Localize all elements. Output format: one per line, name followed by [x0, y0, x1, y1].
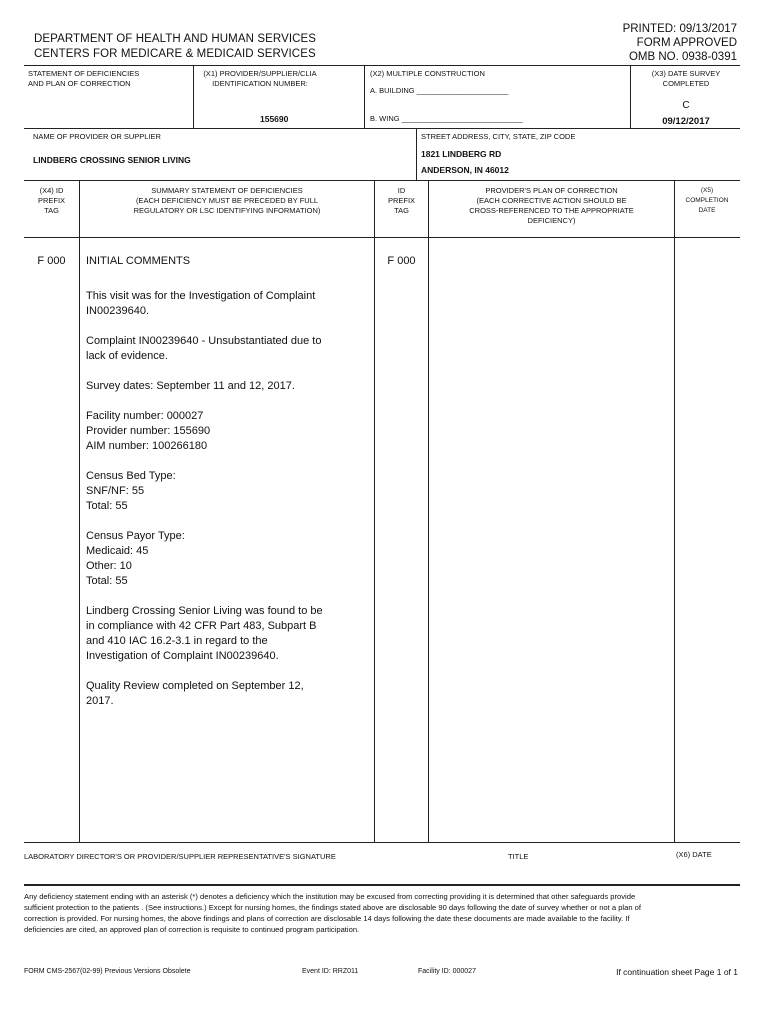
x3-label: (X3) DATE SURVEY COMPLETED: [651, 69, 721, 88]
paragraph: Facility number: 000027 Provider number: 155690 AIM number: 100266180: [86, 410, 211, 452]
title-label: TITLE: [508, 852, 529, 861]
provider-name-label: NAME OF PROVIDER OR SUPPLIER: [33, 132, 161, 141]
provider-name: LINDBERG CROSSING SENIOR LIVING: [33, 155, 191, 165]
plan-header: PROVIDER'S PLAN OF CORRECTION (EACH CORRECTIVE ACTION SHOULD BE CROSS-REFERENCED TO THE APPROPRIATE DEFICIENCY): [469, 186, 634, 225]
signature-label: LABORATORY DIRECTOR'S OR PROVIDER/SUPPLIER REPRESENTATIVE'S SIGNATURE: [24, 852, 336, 861]
omb-number: OMB NO. 0938-0391: [628, 51, 737, 63]
form-number: FORM CMS-2567(02-99) Previous Versions Obsolete: [24, 968, 191, 975]
entry-body: [86, 289, 371, 724]
event-id: Event ID: RRZ011: [302, 968, 359, 975]
paragraph: Census Payor Type: Medicaid: 45 Other: 10 Total: 55: [86, 530, 185, 587]
statement-label: STATEMENT OF DEFICIENCIES AND PLAN OF CORRECTION: [28, 69, 140, 88]
facility-id: Facility ID: 000027: [418, 968, 476, 975]
form-approved: FORM APPROVED: [636, 37, 737, 49]
date-label: (X6) DATE: [676, 850, 712, 859]
address-label: STREET ADDRESS, CITY, STATE, ZIP CODE: [421, 132, 576, 141]
paragraph: Quality Review completed on September 12, 2017.: [86, 680, 304, 707]
x1-label: (X1) PROVIDER/SUPPLIER/CLIA IDENTIFICATION NUMBER:: [203, 69, 317, 88]
wing-label: B. WING _____________________________: [370, 114, 523, 123]
address-line-1: 1821 LINDBERG RD: [421, 149, 502, 159]
paragraph: Complaint IN00239640 - Unsubstantiated due to lack of evidence.: [86, 335, 322, 362]
tag-right: F 000: [387, 255, 416, 267]
building-label: A. BUILDING ______________________: [370, 86, 509, 95]
survey-date: 09/12/2017: [662, 116, 710, 127]
paragraph: This visit was for the Investigation of Complaint IN00239640.: [86, 290, 316, 317]
id-prefix-header: ID PREFIX TAG: [387, 186, 416, 215]
tag-left: F 000: [37, 255, 66, 267]
x2-label: (X2) MULTIPLE CONSTRUCTION: [370, 69, 485, 78]
survey-code: C: [682, 100, 690, 111]
disclaimer: Any deficiency statement ending with an asterisk (*) denotes a deficiency which the institution may be excused from correcting providing it is determined that other safeguards provide sufficient protection to the patients . (See instructions.) Except for nursing homes, the findings stated above are disclosable 90 days following the date of survey whether or not a plan of correction is provided. For nursing homes, the above findings and plans of correction are disclosable 14 days following the date these documents are made available to the facility. If deficiencies are cited, an approved plan of correction is requisite to continued program participation.: [24, 892, 641, 934]
printed-date: PRINTED: 09/13/2017: [622, 23, 737, 35]
entry-title: INITIAL COMMENTS: [86, 255, 191, 267]
department-header: [34, 32, 316, 62]
paragraph: Census Bed Type: SNF/NF: 55 Total: 55: [86, 470, 176, 512]
department-line-2: CENTERS FOR MEDICARE & MEDICAID SERVICES: [34, 48, 316, 60]
continuation-sheet: If continuation sheet Page 1 of 1: [616, 967, 738, 977]
completion-header: (X5) COMPLETION DATE: [685, 187, 729, 214]
form-info-header: [623, 22, 737, 64]
summary-header: SUMMARY STATEMENT OF DEFICIENCIES (EACH DEFICIENCY MUST BE PRECEDED BY FULL REGULATORY OR LSC IDENTIFYING INFORMATION): [133, 186, 321, 215]
provider-number: 155690: [260, 114, 289, 124]
department-line-1: DEPARTMENT OF HEALTH AND HUMAN SERVICES: [34, 33, 317, 45]
x4-header: (X4) ID PREFIX TAG: [37, 186, 66, 215]
address-line-2: ANDERSON, IN 46012: [421, 165, 509, 175]
paragraph: Lindberg Crossing Senior Living was found to be in compliance with 42 CFR Part 483, Subpart B and 410 IAC 16.2-3.1 in regard to the Investigation of Complaint IN00239640.: [86, 605, 323, 662]
paragraph: Survey dates: September 11 and 12, 2017.: [86, 380, 295, 392]
